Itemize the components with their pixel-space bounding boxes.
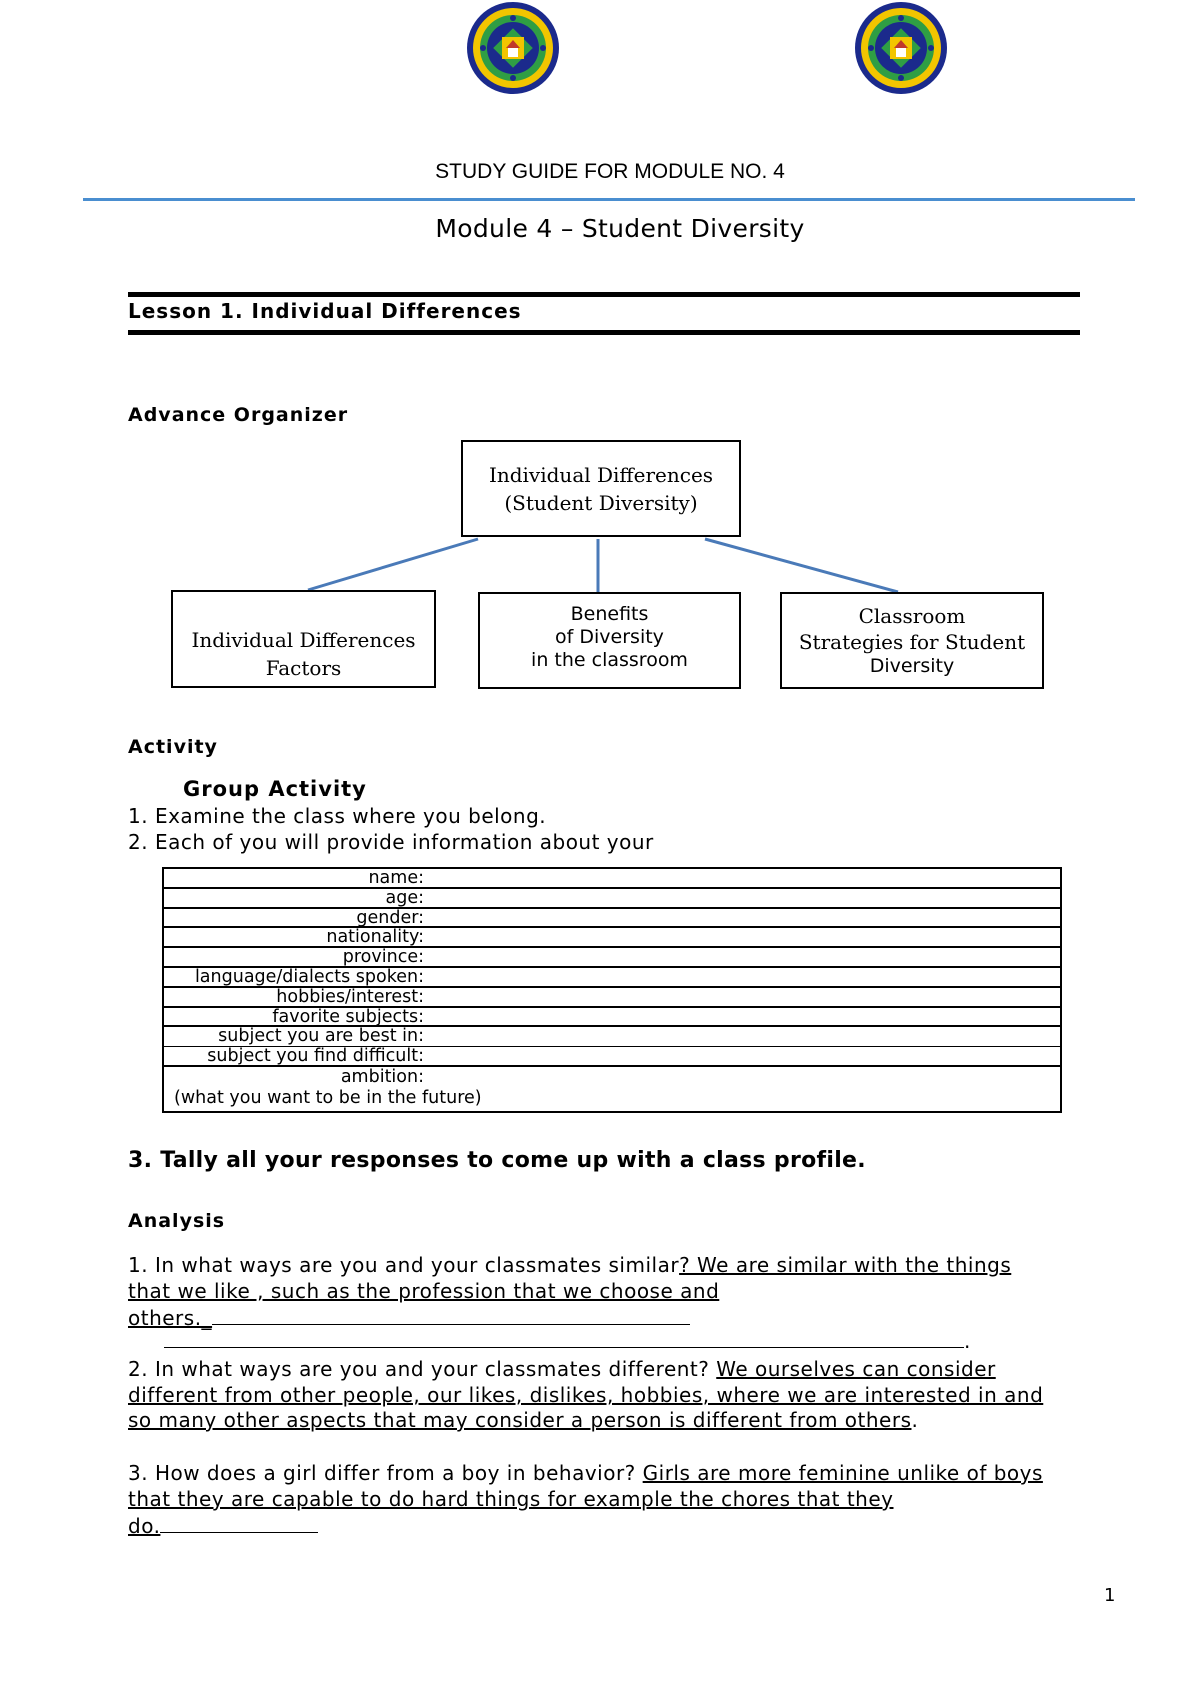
a3-line-1: Girls are more feminine unlike of boys: [642, 1461, 1043, 1485]
connector-left: [308, 539, 478, 590]
activity-step-1: 1. Examine the class where you belong.: [128, 804, 547, 828]
table-row[interactable]: [164, 1047, 1060, 1067]
a2-line-3: so many other aspects that may consider a person is different from others: [128, 1408, 912, 1432]
a1-line-2: that we like , such as the profession that we choose and: [128, 1279, 720, 1303]
a1-line-3: others._: [128, 1306, 213, 1330]
answer-blank[interactable]: [164, 1327, 964, 1348]
field-nationality-label: nationality:: [326, 927, 424, 948]
table-row[interactable]: [164, 928, 1060, 948]
left-box-line-2: Factors: [265, 656, 342, 680]
organizer-right-box: [780, 592, 1044, 689]
activity-step-3: 3. Tally all your responses to come up with a class profile.: [128, 1148, 866, 1173]
profile-table: [162, 867, 1062, 1113]
field-best-subject-label: subject you are best in:: [218, 1026, 424, 1047]
organizer-middle-box: [478, 592, 741, 689]
page-number: 1: [1104, 1585, 1116, 1606]
top-box-line-2: (Student Diversity): [504, 490, 698, 515]
answer-blank[interactable]: [160, 1512, 318, 1533]
field-name-label: name:: [368, 868, 424, 888]
analysis-heading: Analysis: [128, 1210, 226, 1232]
activity-heading: Activity: [128, 736, 218, 758]
table-row[interactable]: [164, 1008, 1060, 1028]
field-ambition-label: ambition:: [340, 1066, 424, 1087]
study-guide-title: STUDY GUIDE FOR MODULE NO. 4: [435, 160, 785, 183]
q1-text: 1. In what ways are you and your classmates similar: [128, 1253, 680, 1277]
activity-step-2: 2. Each of you will provide information about your: [128, 830, 654, 854]
analysis-q2: [128, 1357, 996, 1381]
analysis-a2-line3: [128, 1408, 918, 1432]
a3-line-2: that they are capable to do hard things for example the chores that they: [128, 1487, 894, 1511]
a2-line-2: different from other people, our likes, dislikes, hobbies, where we are interested in and: [128, 1383, 1044, 1407]
right-box-line-2: Strategies for Student: [798, 630, 1026, 654]
organizer-top-box: [461, 440, 741, 537]
field-hobbies-label: hobbies/interest:: [276, 986, 424, 1007]
group-activity-heading: Group Activity: [183, 777, 367, 801]
field-favorite-subjects-label: favorite subjects:: [272, 1006, 424, 1027]
answer-blank[interactable]: [212, 1304, 690, 1325]
a1-line-1: ? We are similar with the things: [679, 1253, 1012, 1277]
right-box-line-1: Classroom: [858, 604, 966, 628]
a3-line-3: do.: [128, 1514, 161, 1538]
table-row[interactable]: [164, 948, 1060, 968]
analysis-a3-line3: [128, 1512, 318, 1538]
right-box-line-3: Diversity: [869, 655, 955, 677]
organizer-left-box: [171, 590, 436, 688]
analysis-a1-line2: [128, 1279, 719, 1303]
middle-box-line-1: Benefits: [570, 603, 649, 625]
connector-right: [705, 539, 898, 592]
a2-period: .: [911, 1408, 919, 1432]
field-province-label: province:: [342, 947, 424, 968]
table-row[interactable]: [164, 988, 1060, 1008]
analysis-a2-line2: [128, 1383, 1043, 1407]
advance-organizer-heading: Advance Organizer: [128, 404, 349, 426]
field-language-label: language/dialects spoken:: [194, 966, 424, 987]
left-box-line-1: Individual Differences: [191, 628, 416, 652]
a2-line-1: We ourselves can consider: [716, 1357, 996, 1381]
middle-box-line-3: in the classroom: [531, 649, 688, 671]
analysis-q1: [128, 1253, 1011, 1277]
a1-period: .: [964, 1329, 971, 1353]
table-row[interactable]: [164, 1067, 1060, 1111]
top-box-line-1: Individual Differences: [488, 462, 714, 487]
analysis-a3-line2: [128, 1487, 894, 1511]
lesson-title: Lesson 1. Individual Differences: [128, 299, 522, 323]
analysis-a1-line4: [164, 1327, 971, 1353]
table-row[interactable]: [164, 909, 1060, 929]
ambition-note: (what you want to be in the future): [174, 1087, 482, 1108]
middle-box-line-2: of Diversity: [555, 626, 664, 648]
table-row[interactable]: [164, 968, 1060, 988]
field-difficult-subject-label: subject you find difficult:: [207, 1046, 424, 1067]
field-gender-label: gender:: [356, 907, 424, 928]
analysis-q3: [128, 1461, 1043, 1485]
table-row[interactable]: [164, 1027, 1060, 1047]
table-row[interactable]: [164, 869, 1060, 889]
table-row[interactable]: [164, 889, 1060, 909]
module-title: Module 4 – Student Diversity: [435, 214, 805, 243]
field-age-label: age:: [385, 887, 424, 908]
q3-text: 3. How does a girl differ from a boy in behavior?: [128, 1461, 643, 1485]
q2-text: 2. In what ways are you and your classmates different?: [128, 1357, 717, 1381]
